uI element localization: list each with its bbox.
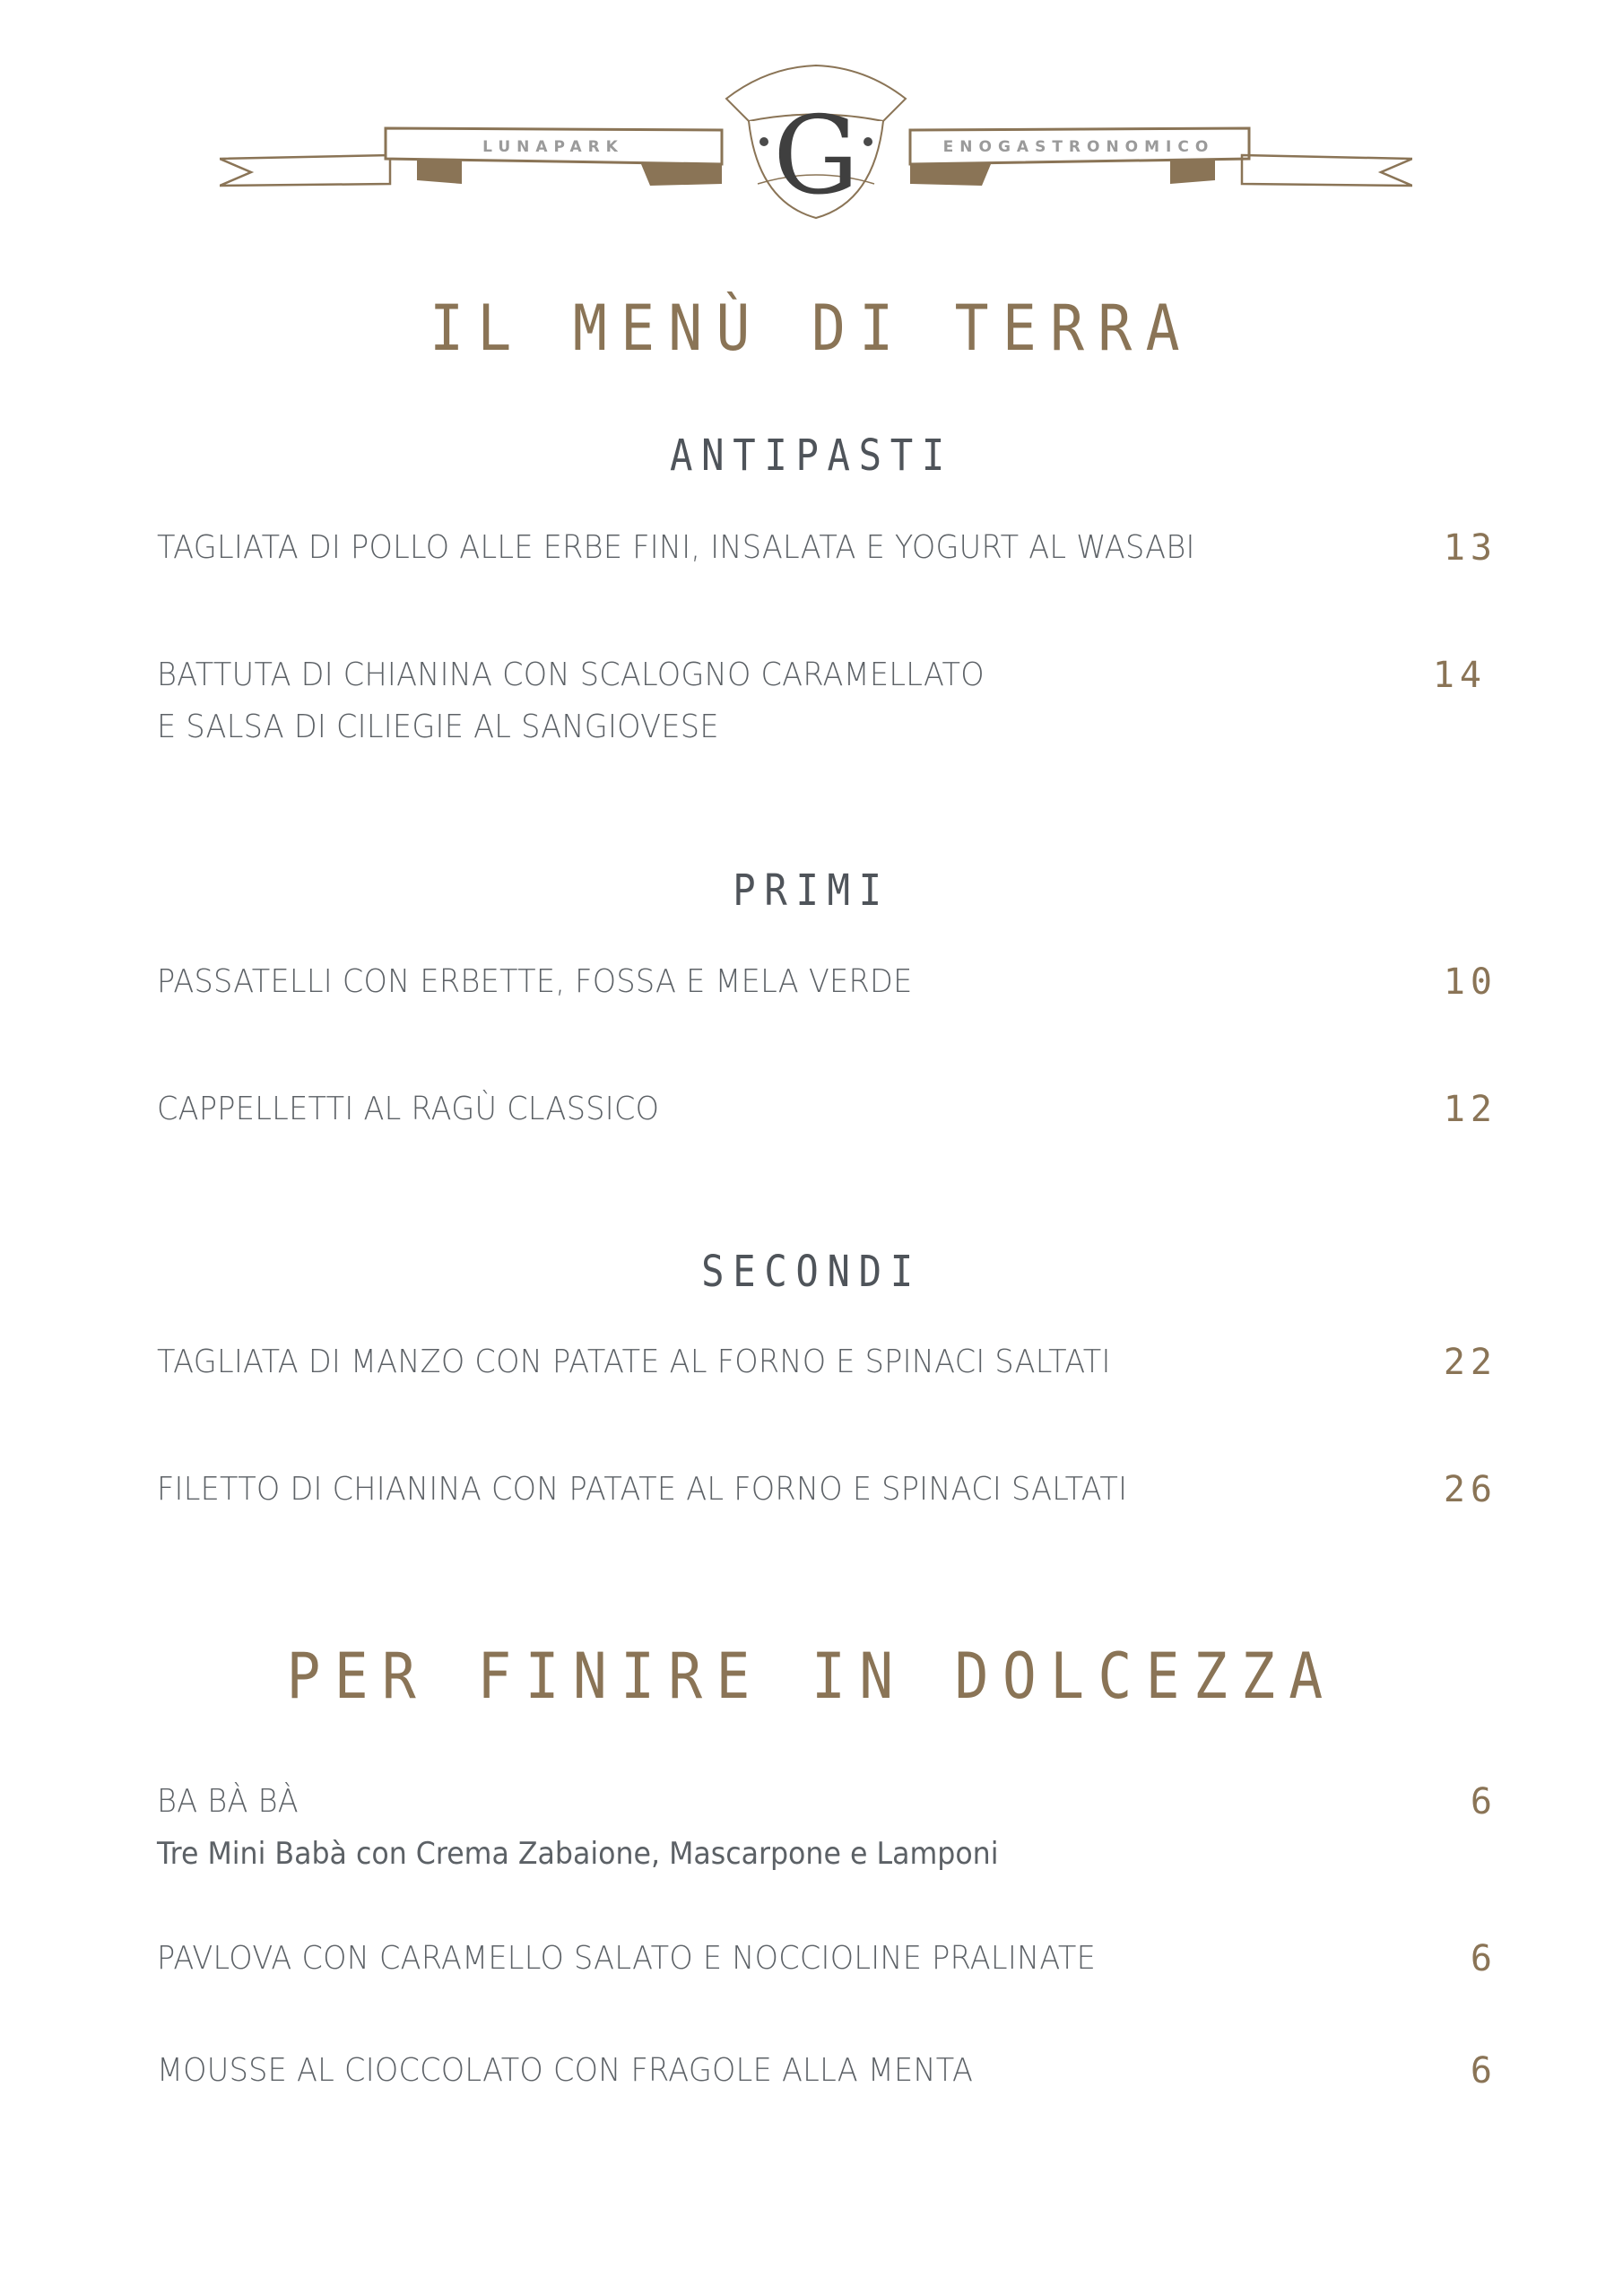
menu-item (157, 522, 1497, 574)
restaurant-logo (220, 58, 1412, 238)
logo-right-text: ENOGASTRONOMICO (942, 138, 1215, 156)
section-title-secondi: SECONDI (701, 1247, 922, 1297)
item-name-line-2: E SALSA DI CILIEGIE AL SANGIOVESE (157, 709, 719, 745)
item-description: Tre Mini Babà con Crema Zabaione, Mascarpone e Lamponi (157, 1836, 999, 1872)
item-price: 12 (1443, 1089, 1497, 1130)
item-price: 13 (1443, 527, 1497, 569)
item-name: PAVLOVA CON CARAMELLO SALATO E NOCCIOLINE PRALINATE (157, 1940, 1097, 1977)
menu-title: IL MENÙ DI TERRA (430, 291, 1193, 365)
menu-item (157, 1933, 1497, 1985)
menu-item (157, 1464, 1497, 1516)
item-name: BA BÀ BÀ (157, 1783, 299, 1820)
item-name-line-1: BATTUTA DI CHIANINA CON SCALOGNO CARAMELLATO (157, 657, 985, 693)
item-price: 14 (1432, 655, 1487, 696)
dessert-title: PER FINIRE IN DOLCEZZA (286, 1639, 1337, 1713)
item-name: MOUSSE AL CIOCCOLATO CON FRAGOLE ALLA MENTA (157, 2052, 974, 2089)
menu-item (157, 649, 1497, 753)
menu-item (157, 1336, 1497, 1388)
menu-item (157, 1083, 1497, 1135)
item-name: TAGLIATA DI MANZO CON PATATE AL FORNO E SPINACI SALTATI (157, 1344, 1111, 1380)
item-price: 10 (1443, 961, 1497, 1003)
item-price: 26 (1443, 1469, 1497, 1510)
logo-left-text: LUNAPARK (482, 138, 624, 156)
item-name: TAGLIATA DI POLLO ALLE ERBE FINI, INSALATA E YOGURT AL WASABI (157, 529, 1195, 566)
section-title-primi: PRIMI (733, 865, 890, 916)
section-title-antipasti: ANTIPASTI (669, 430, 954, 481)
item-price: 6 (1470, 1781, 1497, 1822)
menu-item (157, 2045, 1497, 2097)
item-price: 6 (1470, 2050, 1497, 2092)
logo-letter: G (773, 94, 859, 219)
logo-banner-graphic (220, 58, 1412, 238)
menu-item (157, 956, 1497, 1008)
item-price: 6 (1470, 1938, 1497, 1979)
menu-item (157, 1776, 1497, 1880)
item-price: 22 (1443, 1342, 1497, 1383)
item-name: PASSATELLI CON ERBETTE, FOSSA E MELA VERDE (157, 963, 913, 1000)
item-name: FILETTO DI CHIANINA CON PATATE AL FORNO E SPINACI SALTATI (157, 1471, 1128, 1508)
item-name: CAPPELLETTI AL RAGÙ CLASSICO (157, 1091, 660, 1127)
